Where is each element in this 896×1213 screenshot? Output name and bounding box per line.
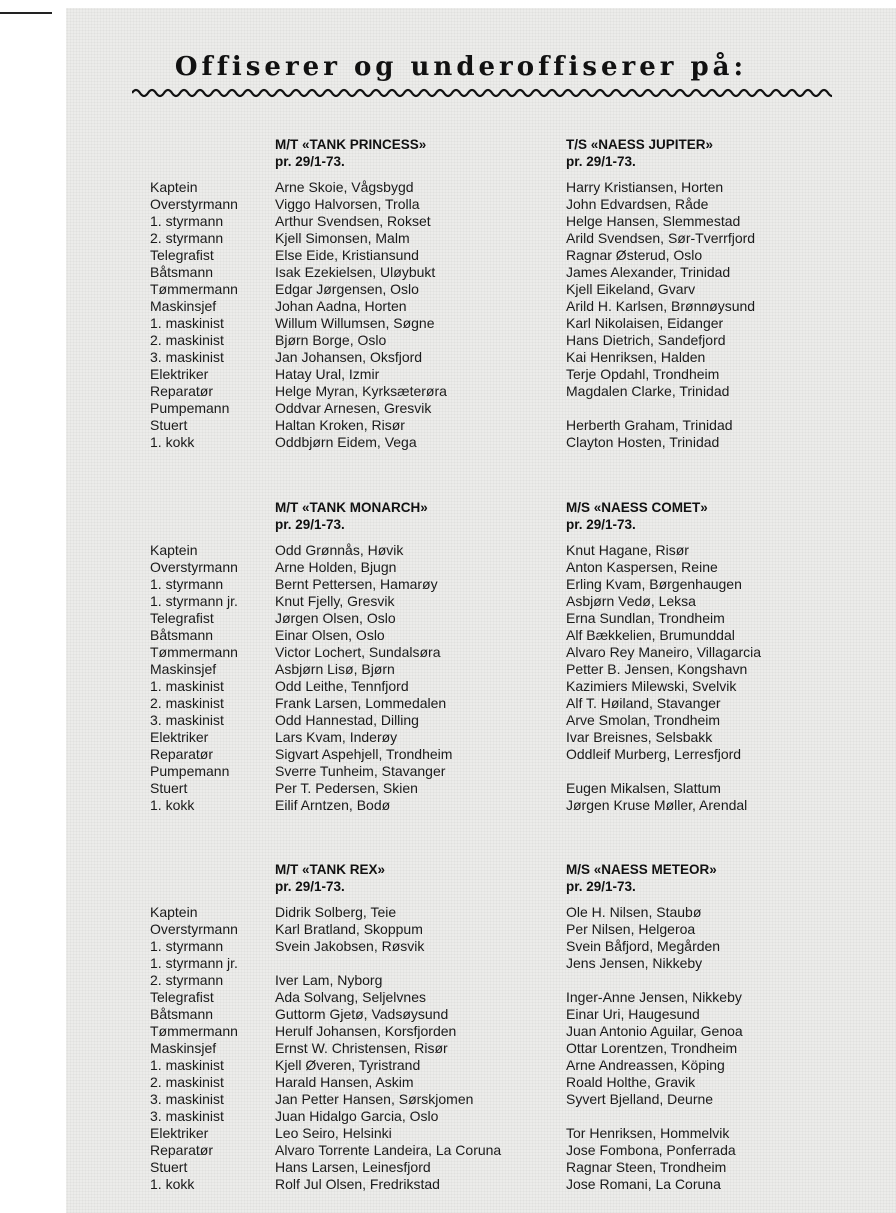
crew-row [66, 729, 896, 746]
crew-member-right: John Edvardsen, Råde [566, 196, 709, 212]
crew-member-right: Clayton Hosten, Trinidad [566, 434, 720, 450]
rank-label: Båtsmann [150, 627, 214, 643]
crew-row [66, 1057, 896, 1074]
ship-header-right [566, 136, 713, 170]
ship-name: M/T «TANK REX» [275, 862, 386, 877]
crew-member-left: Lars Kvam, Inderøy [275, 729, 398, 745]
crew-member-right: Harry Kristiansen, Horten [566, 179, 724, 195]
crew-member-right: Alvaro Rey Maneiro, Villagarcia [566, 644, 762, 660]
crew-member-left: Bernt Pettersen, Hamarøy [275, 576, 438, 592]
rank-label: 1. maskinist [150, 678, 224, 694]
crew-member-right: Jose Romani, La Coruna [566, 1176, 721, 1192]
crew-member-right: Asbjørn Vedø, Leksa [566, 593, 696, 609]
crew-row [66, 593, 896, 610]
page-heading: Offiserer og underoffiserer på: [174, 52, 748, 82]
crew-member-left: Arne Holden, Bjugn [275, 559, 397, 575]
crew-member-left: Eilif Arntzen, Bodø [275, 797, 391, 813]
crew-row [66, 644, 896, 661]
crew-member-left: Oddbjørn Eidem, Vega [275, 434, 417, 450]
ship-name: T/S «NAESS JUPITER» [566, 137, 714, 152]
crew-member-left: Per T. Pedersen, Skien [275, 780, 418, 796]
crew-member-left: Victor Lochert, Sundalsøra [275, 644, 441, 660]
ship-date: pr. 29/1-73. [275, 879, 345, 894]
rank-label: Stuert [150, 417, 188, 433]
crew-member-right: Per Nilsen, Helgeroa [566, 921, 696, 937]
ship-header-left [275, 136, 426, 170]
crew-member-left: Alvaro Torrente Landeira, La Coruna [275, 1142, 502, 1158]
crew-member-left: Edgar Jørgensen, Oslo [275, 281, 419, 297]
crew-member-left: Ernst W. Christensen, Risør [275, 1040, 448, 1056]
rank-label: 1. styrmann [150, 576, 224, 592]
rank-label: Maskinsjef [150, 1040, 217, 1056]
crew-member-left: Else Eide, Kristiansund [275, 247, 419, 263]
crew-member-left: Odd Leithe, Tennfjord [275, 678, 409, 694]
crew-row [66, 196, 896, 213]
crew-row [66, 938, 896, 955]
rank-label: Maskinsjef [150, 298, 217, 314]
crew-member-right: Ole H. Nilsen, Staubø [566, 904, 702, 920]
ship-name: M/S «NAESS COMET» [566, 500, 708, 515]
crew-row [66, 678, 896, 695]
crew-member-right: Svein Båfjord, Megården [566, 938, 721, 954]
crew-row [66, 746, 896, 763]
crew-row [66, 904, 896, 921]
rank-label: 1. kokk [150, 434, 195, 450]
rank-label: Stuert [150, 780, 188, 796]
rank-label: Reparatør [150, 746, 214, 762]
rank-label: Reparatør [150, 383, 214, 399]
rank-label: Stuert [150, 1159, 188, 1175]
crew-row [66, 417, 896, 434]
rank-label: 1. maskinist [150, 315, 224, 331]
crew-row [66, 1159, 896, 1176]
rank-label: Elektriker [150, 366, 209, 382]
crew-member-left: Kjell Øveren, Tyristrand [275, 1057, 421, 1073]
crew-row [66, 1023, 896, 1040]
rank-label: Reparatør [150, 1142, 214, 1158]
crew-row [66, 763, 896, 780]
crew-member-left: Helge Myran, Kyrksæterøra [275, 383, 447, 399]
crew-row [66, 989, 896, 1006]
crew-member-left: Oddvar Arnesen, Gresvik [275, 400, 432, 416]
crew-member-left: Haltan Kroken, Risør [275, 417, 405, 433]
crew-row [66, 1091, 896, 1108]
crew-member-left: Arthur Svendsen, Rokset [275, 213, 431, 229]
rank-label: Kaptein [150, 179, 198, 195]
crew-member-right: Kjell Eikeland, Gvarv [566, 281, 696, 297]
rank-label: 3. maskinist [150, 1108, 224, 1124]
crew-member-left: Johan Aadna, Horten [275, 298, 407, 314]
crew-member-right: Oddleif Murberg, Lerresfjord [566, 746, 742, 762]
crew-row [66, 627, 896, 644]
crew-member-left: Arne Skoie, Vågsbygd [275, 179, 414, 195]
rank-label: 1. styrmann [150, 938, 224, 954]
ship-date: pr. 29/1-73. [566, 154, 636, 169]
crew-member-left: Knut Fjelly, Gresvik [275, 593, 395, 609]
crew-member-right: Tor Henriksen, Hommelvik [566, 1125, 730, 1141]
rank-label: Båtsmann [150, 1006, 214, 1022]
rank-label: 2. maskinist [150, 332, 224, 348]
ship-date: pr. 29/1-73. [275, 154, 345, 169]
rank-label: 3. maskinist [150, 349, 224, 365]
ship-header-right [566, 499, 708, 533]
crew-member-right: Knut Hagane, Risør [566, 542, 689, 558]
ship-date: pr. 29/1-73. [566, 517, 636, 532]
crew-row [66, 780, 896, 797]
rank-label: Tømmermann [150, 644, 238, 660]
crew-row [66, 230, 896, 247]
crew-row [66, 610, 896, 627]
crew-member-left: Leo Seiro, Helsinki [275, 1125, 392, 1141]
rank-label: 2. styrmann [150, 972, 224, 988]
crew-member-left: Jan Johansen, Oksfjord [275, 349, 423, 365]
ship-header-left [275, 861, 385, 895]
crew-member-right: Kai Henriksen, Halden [566, 349, 706, 365]
ship-date: pr. 29/1-73. [275, 517, 345, 532]
crew-member-right: Ragnar Østerud, Oslo [566, 247, 703, 263]
crew-row [66, 213, 896, 230]
crew-member-right: Magdalen Clarke, Trinidad [566, 383, 730, 399]
crew-row [66, 298, 896, 315]
rank-label: 3. maskinist [150, 712, 224, 728]
crew-member-left: Viggo Halvorsen, Trolla [275, 196, 420, 212]
crew-member-right: Erna Sundlan, Trondheim [566, 610, 725, 626]
crew-row [66, 400, 896, 417]
rank-label: 3. maskinist [150, 1091, 224, 1107]
crew-member-left: Willum Willumsen, Søgne [275, 315, 435, 331]
crew-member-right: Roald Holthe, Gravik [566, 1074, 696, 1090]
rank-label: Telegrafist [150, 247, 214, 263]
crew-member-right: Juan Antonio Aguilar, Genoa [566, 1023, 743, 1039]
crew-member-left: Hans Larsen, Leinesfjord [275, 1159, 431, 1175]
rank-label: 1. styrmann [150, 213, 224, 229]
ship-name: M/T «TANK MONARCH» [275, 500, 428, 515]
rank-label: Elektriker [150, 729, 209, 745]
crew-member-left: Svein Jakobsen, Røsvik [275, 938, 425, 954]
crew-member-right: Eugen Mikalsen, Slattum [566, 780, 721, 796]
crew-row [66, 179, 896, 196]
crew-member-left: Sverre Tunheim, Stavanger [275, 763, 446, 779]
rank-label: Kaptein [150, 904, 198, 920]
crew-member-right: Jose Fombona, Ponferrada [566, 1142, 736, 1158]
crew-member-left: Didrik Solberg, Teie [275, 904, 397, 920]
rank-label: Tømmermann [150, 1023, 238, 1039]
rank-label: 2. maskinist [150, 1074, 224, 1090]
crew-row [66, 1074, 896, 1091]
ship-header-left [275, 499, 428, 533]
crew-member-right: Terje Opdahl, Trondheim [566, 366, 720, 382]
crew-member-left: Kjell Simonsen, Malm [275, 230, 410, 246]
crew-member-left: Guttorm Gjetø, Vadsøysund [275, 1006, 449, 1022]
crew-member-right: Ottar Lorentzen, Trondheim [566, 1040, 738, 1056]
crew-member-left: Hatay Ural, Izmir [275, 366, 380, 382]
crew-row [66, 972, 896, 989]
crew-member-right: Jens Jensen, Nikkeby [566, 955, 703, 971]
crew-member-right: Arild H. Karlsen, Brønnøysund [566, 298, 756, 314]
crew-row [66, 921, 896, 938]
rank-label: 1. styrmann jr. [150, 593, 238, 609]
crew-member-left: Herulf Johansen, Korsfjorden [275, 1023, 457, 1039]
rank-label: Pumpemann [150, 400, 230, 416]
rank-label: Båtsmann [150, 264, 214, 280]
crew-row [66, 332, 896, 349]
crew-row [66, 712, 896, 729]
crew-row [66, 247, 896, 264]
crew-member-right: Syvert Bjelland, Deurne [566, 1091, 714, 1107]
crew-row [66, 281, 896, 298]
crew-member-right: Alf Bækkelien, Brumunddal [566, 627, 735, 643]
crew-row [66, 315, 896, 332]
crew-member-left: Ada Solvang, Seljelvnes [275, 989, 426, 1005]
crew-row [66, 955, 896, 972]
crew-member-left: Harald Hansen, Askim [275, 1074, 414, 1090]
crew-member-right: Erling Kvam, Børgenhaugen [566, 576, 742, 592]
crew-member-left: Isak Ezekielsen, Uløybukt [275, 264, 436, 280]
rank-label: Overstyrmann [150, 196, 238, 212]
crew-member-left: Einar Olsen, Oslo [275, 627, 385, 643]
crew-member-right: Hans Dietrich, Sandefjord [566, 332, 726, 348]
crew-member-left: Frank Larsen, Lommedalen [275, 695, 447, 711]
crew-row [66, 434, 896, 451]
crew-member-right: Arne Andreassen, Köping [566, 1057, 725, 1073]
crew-row [66, 661, 896, 678]
rank-label: Pumpemann [150, 763, 230, 779]
crew-member-right: Einar Uri, Haugesund [566, 1006, 700, 1022]
crew-member-right: James Alexander, Trinidad [566, 264, 731, 280]
crew-row [66, 1108, 896, 1125]
ship-header-right [566, 861, 717, 895]
ship-name: M/S «NAESS METEOR» [566, 862, 717, 877]
crew-row [66, 383, 896, 400]
crew-row [66, 1040, 896, 1057]
rank-label: Overstyrmann [150, 921, 238, 937]
rank-label: Telegrafist [150, 610, 214, 626]
crew-row [66, 576, 896, 593]
corner-mark [0, 12, 52, 14]
ship-date: pr. 29/1-73. [566, 879, 636, 894]
crew-row [66, 1142, 896, 1159]
crew-member-left: Iver Lam, Nyborg [275, 972, 383, 988]
crew-member-right: Helge Hansen, Slemmestad [566, 213, 741, 229]
crew-member-left: Jan Petter Hansen, Sørskjomen [275, 1091, 474, 1107]
rank-label: Telegrafist [150, 989, 214, 1005]
crew-member-left: Rolf Jul Olsen, Fredrikstad [275, 1176, 440, 1192]
rank-label: Kaptein [150, 542, 198, 558]
crew-row [66, 366, 896, 383]
rank-label: 1. styrmann jr. [150, 955, 238, 971]
rank-label: Tømmermann [150, 281, 238, 297]
crew-row [66, 1176, 896, 1193]
crew-member-right: Anton Kaspersen, Reine [566, 559, 718, 575]
ship-name: M/T «TANK PRINCESS» [275, 137, 427, 152]
crew-member-right: Jørgen Kruse Møller, Arendal [566, 797, 748, 813]
crew-row [66, 1125, 896, 1142]
crew-member-left: Bjørn Borge, Oslo [275, 332, 387, 348]
rank-label: Overstyrmann [150, 559, 238, 575]
crew-member-left: Odd Hannestad, Dilling [275, 712, 419, 728]
crew-member-left: Juan Hidalgo Garcia, Oslo [275, 1108, 439, 1124]
rank-label: 1. kokk [150, 797, 195, 813]
crew-member-left: Odd Grønnås, Høvik [275, 542, 404, 558]
crew-row [66, 264, 896, 281]
crew-member-right: Petter B. Jensen, Kongshavn [566, 661, 748, 677]
crew-member-right: Arild Svendsen, Sør-Tverrfjord [566, 230, 756, 246]
document-page [66, 8, 896, 1213]
crew-member-right: Ivar Breisnes, Selsbakk [566, 729, 713, 745]
crew-row [66, 1006, 896, 1023]
rank-label: 2. styrmann [150, 230, 224, 246]
rank-label: 1. maskinist [150, 1057, 224, 1073]
crew-row [66, 542, 896, 559]
crew-member-right: Herberth Graham, Trinidad [566, 417, 733, 433]
crew-member-right: Kazimiers Milewski, Svelvik [566, 678, 737, 694]
crew-row [66, 695, 896, 712]
crew-row [66, 559, 896, 576]
rank-label: Elektriker [150, 1125, 209, 1141]
crew-member-right: Inger-Anne Jensen, Nikkeby [566, 989, 742, 1005]
rank-label: 1. kokk [150, 1176, 195, 1192]
crew-member-right: Arve Smolan, Trondheim [566, 712, 721, 728]
crew-member-right: Ragnar Steen, Trondheim [566, 1159, 727, 1175]
crew-row [66, 349, 896, 366]
rank-label: 2. maskinist [150, 695, 224, 711]
crew-member-left: Jørgen Olsen, Oslo [275, 610, 396, 626]
crew-member-left: Asbjørn Lisø, Bjørn [275, 661, 395, 677]
crew-member-left: Karl Bratland, Skoppum [275, 921, 423, 937]
crew-row [66, 797, 896, 814]
crew-member-left: Sigvart Aspehjell, Trondheim [275, 746, 453, 762]
crew-member-right: Karl Nikolaisen, Eidanger [566, 315, 724, 331]
crew-member-right: Alf T. Høiland, Stavanger [566, 695, 721, 711]
wavy-divider [132, 86, 832, 100]
rank-label: Maskinsjef [150, 661, 217, 677]
